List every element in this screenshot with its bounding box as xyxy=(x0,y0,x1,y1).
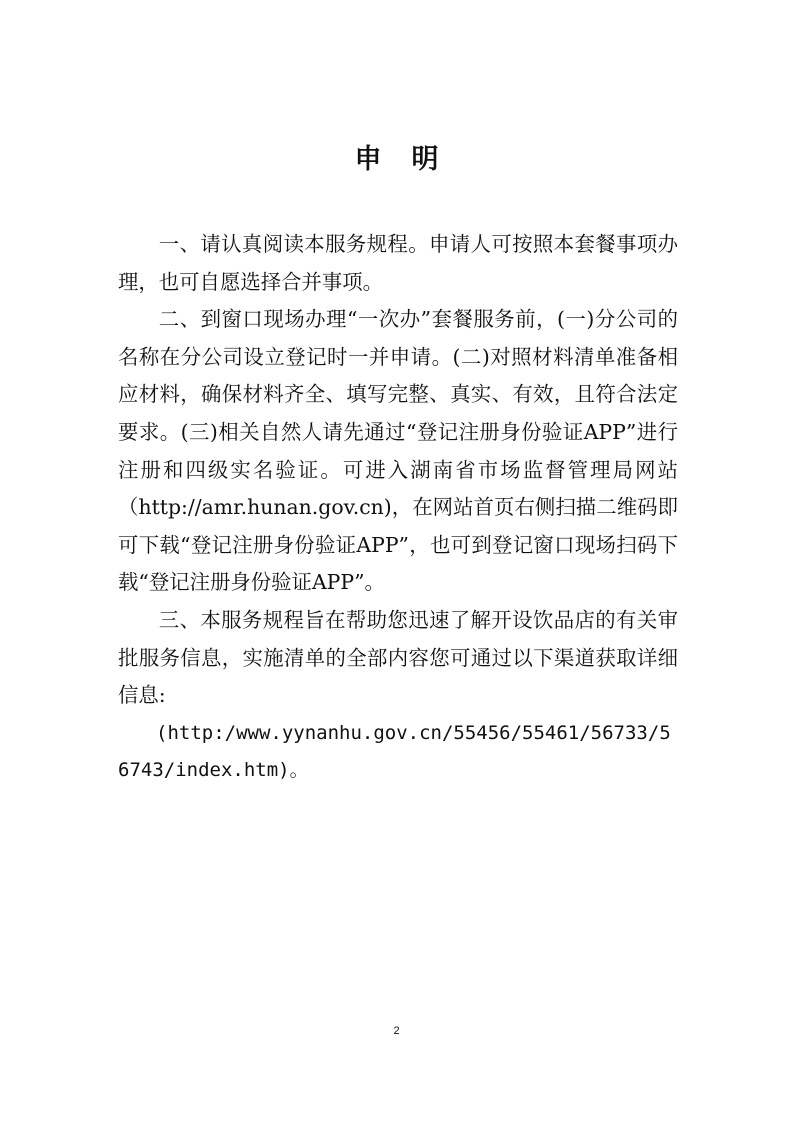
reference-url: (http:/www.yynanhu.gov.cn/55456/55461/56733/56743/index.htm)。 xyxy=(118,721,671,782)
paragraph-3: 三、本服务规程旨在帮助您迅速了解开设饮品店的有关审批服务信息，实施清单的全部内容您可通过以下渠道获取详细信息: xyxy=(118,607,678,708)
page-number: 2 xyxy=(393,1025,400,1037)
paragraph-1: 一、请认真阅读本服务规程。申请人可按照本套餐事项办理，也可自愿选择合并事项。 xyxy=(118,232,678,294)
paragraph-2: 二、到窗口现场办理“一次办”套餐服务前，(一)分公司的名称在分公司设立登记时一并申请。(二)对照材料清单准备相应材料，确保材料齐全、填写完整、真实、有效，且符合法定要求。(三)相关自然人请先通过“登记注册身份验证APP”进行注册和四级实名验证。可进入湖南省市场监督管理局网站（http://amr.hunan.gov.cn)，在网站首页右侧扫描二维码即可下载“登记注册身份验证APP”，也可到登记窗口现场扫码下载“登记注册身份验证APP”。 xyxy=(118,307,678,595)
page-title: 申明 xyxy=(354,144,469,175)
document-body xyxy=(118,226,678,790)
